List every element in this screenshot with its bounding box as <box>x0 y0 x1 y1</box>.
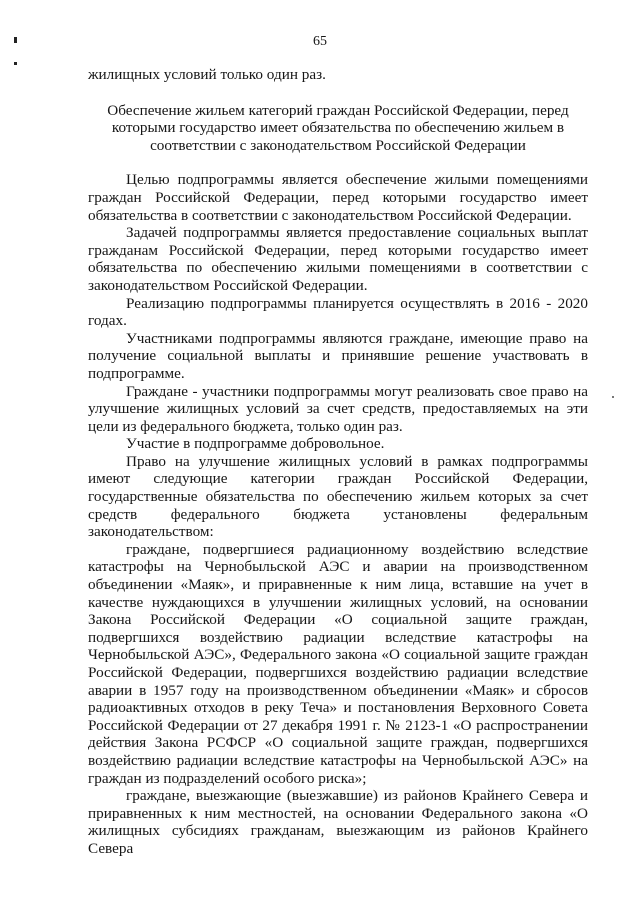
paragraph-voluntary: Участие в подпрограмме добровольное. <box>126 435 385 453</box>
paragraph-right-once: Граждане - участники подпрограммы могут реализовать свое право на улучшение жилищных условий за счет средств, предоставляемых на эти цели из федерального бюджета, только один раз. <box>88 382 588 435</box>
scan-mark-middle <box>14 62 17 65</box>
continuation-line: жилищных условий только один раз. <box>88 66 326 83</box>
paragraph-task: Задачей подпрограммы является предоставление социальных выплат гражданам Российской Федерации, перед которыми государство имеет обязательства по обеспечению жилыми помещениями в соответствии с законодательством Российской Федерации. <box>88 224 588 294</box>
paragraph-period: Реализацию подпрограммы планируется осуществлять в 2016 - 2020 годах. <box>88 294 588 330</box>
paragraph-category-radiation: граждане, подвергшиеся радиационному воздействию вследствие катастрофы на Чернобыльской АЭС и аварии на производственном объединении «Маяк», и приравненные к ним лица, вставшие на учет в качестве нуждающихся в улучшении жилищных условий, на основании Закона Российской Федерации «О социальной защите граждан, подвергшихся воздействию радиации вследствие катастрофы на Чернобыльской АЭС», Федерального закона «О социальной защите граждан Российской Федерации, подвергшихся воздействию радиации вследствие аварии в 1957 году на производственном объединении «Маяк» и сбросов радиоактивных отходов в реку Теча» и постановления Верховного Совета Российской Федерации от 27 декабря 1991 г. № 2123-1 «О распространении действия Закона РСФСР «О социальной защите граждан, подвергшихся воздействию радиации вследствие катастрофы на Чернобыльской АЭС» на граждан из подразделений особого риска»; <box>88 540 588 787</box>
paragraph-participants: Участниками подпрограммы являются граждане, имеющие право на получение социальной выплаты и принявшие решение участвовать в подпрограмме. <box>88 329 588 382</box>
paragraph-categories-intro: Право на улучшение жилищных условий в рамках подпрограммы имеют следующие категории граждан Российской Федерации, государственные обязательства по обеспечению жильем которых за счет средств федерального бюджета установлены федеральным законодательством: <box>88 452 588 541</box>
paragraph-goal: Целью подпрограммы является обеспечение жилыми помещениями граждан Российской Федерации, перед которыми государство имеет обязательства в соответствии с законодательством Российской Федерации. <box>88 171 588 224</box>
document-body <box>88 66 588 858</box>
scan-speck <box>612 396 614 398</box>
paragraph-category-north: граждане, выезжающие (выезжавшие) из районов Крайнего Севера и приравненных к ним местностей, на основании Федерального закона «О жилищных субсидиях гражданам, выезжающим из районов Крайнего Севера <box>88 787 588 857</box>
page-number: 65 <box>313 34 327 49</box>
section-heading: Обеспечение жильем категорий граждан Российской Федерации, перед которыми государство имеет обязательства по обеспечению жильем в соответствии с законодательством Российской Федерации <box>107 101 569 154</box>
